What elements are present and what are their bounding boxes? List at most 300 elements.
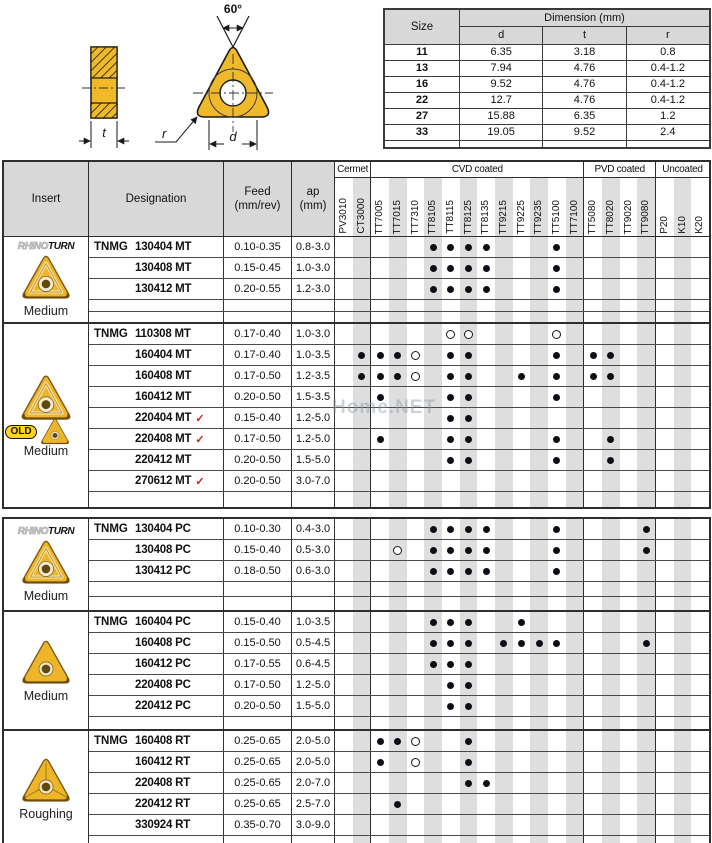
grade-group-cells xyxy=(584,752,656,772)
grade-dot-solid xyxy=(430,640,437,647)
grade-cell xyxy=(656,450,674,470)
grade-cell xyxy=(548,675,566,695)
grade-dot-solid xyxy=(465,547,472,554)
grade-group-cells xyxy=(656,815,709,835)
designation-cell xyxy=(89,429,224,449)
table-part-upper xyxy=(2,160,711,509)
grade-cell xyxy=(442,492,460,507)
grade-cell xyxy=(477,696,495,716)
grade-cell xyxy=(530,429,548,449)
feed-cell: 0.17-0.40 xyxy=(224,345,292,365)
grade-cell xyxy=(495,408,513,428)
grade-cell xyxy=(691,258,709,278)
designation-text: 160412 MT xyxy=(135,391,192,403)
grade-column-header xyxy=(407,178,425,236)
grade-cell xyxy=(620,237,638,257)
grade-dot-solid xyxy=(553,640,560,647)
grade-cell xyxy=(335,633,353,653)
grade-dot-hollow xyxy=(411,737,420,746)
grade-column-header xyxy=(584,178,602,236)
designation-text: 220408 MT xyxy=(135,433,192,445)
grade-cell xyxy=(691,345,709,365)
grade-cell xyxy=(691,237,709,257)
grade-cell xyxy=(637,345,655,365)
insert-cell xyxy=(4,324,89,507)
grade-cell xyxy=(656,633,674,653)
grade-dot-solid xyxy=(553,457,560,464)
grade-cell xyxy=(513,387,531,407)
dimension-cell: 0.4-1.2 xyxy=(650,94,685,106)
grade-name: CT3000 xyxy=(355,198,367,234)
grade-group-cells xyxy=(656,582,709,596)
grade-group-cells xyxy=(656,597,709,611)
grade-cell xyxy=(566,612,584,632)
grade-cell xyxy=(656,612,674,632)
grade-dot-solid xyxy=(483,547,490,554)
insert-photo-small xyxy=(39,418,71,446)
grade-dot-solid xyxy=(465,352,472,359)
designation-text: 130404 PC xyxy=(135,523,191,535)
grade-cell xyxy=(513,300,531,311)
designation-text: 160408 PC xyxy=(135,637,191,649)
feed-cell: 0.17-0.50 xyxy=(224,675,292,695)
grade-cell xyxy=(371,519,389,539)
grade-cell xyxy=(407,633,425,653)
designation-cell xyxy=(89,815,224,835)
grade-cell xyxy=(674,612,692,632)
grade-group-cells xyxy=(584,387,656,407)
grade-cell xyxy=(620,717,638,729)
grade-group-cells xyxy=(371,675,584,695)
grade-dot-solid xyxy=(483,568,490,575)
grade-dot-solid xyxy=(447,661,454,668)
grade-cell xyxy=(674,471,692,491)
grade-cell xyxy=(674,561,692,581)
grade-cell xyxy=(460,519,478,539)
ap-cell xyxy=(292,836,335,843)
grade-cell xyxy=(424,237,442,257)
grade-cell xyxy=(674,815,692,835)
grade-group-cells xyxy=(584,675,656,695)
grade-cell xyxy=(513,773,531,793)
grade-group-cells xyxy=(335,815,371,835)
grade-group-columns xyxy=(584,178,656,236)
grade-marks xyxy=(335,519,709,539)
grade-cell xyxy=(353,519,371,539)
grade-cell xyxy=(424,324,442,344)
grade-cell xyxy=(513,597,531,611)
grade-cell xyxy=(353,654,371,674)
designation-cell xyxy=(89,582,224,596)
grade-cell xyxy=(513,561,531,581)
grade-cell xyxy=(407,731,425,751)
grade-cell xyxy=(442,612,460,632)
grade-cell xyxy=(353,633,371,653)
grade-marks xyxy=(335,387,709,407)
grade-cell xyxy=(442,836,460,843)
grade-dot-solid xyxy=(518,619,525,626)
grade-cell xyxy=(335,324,353,344)
grade-cell xyxy=(353,696,371,716)
grade-marks xyxy=(335,582,709,596)
grade-cell xyxy=(407,612,425,632)
designation-text: 130408 PC xyxy=(135,544,191,556)
grade-cell xyxy=(424,794,442,814)
grade-cell xyxy=(335,597,353,611)
grade-dot-solid xyxy=(465,457,472,464)
ap-cell: 1.5-5.0 xyxy=(292,696,335,716)
grade-group-cells xyxy=(584,345,656,365)
t-dimension-label: t xyxy=(102,125,106,140)
grade-cell xyxy=(335,815,353,835)
grade-cell xyxy=(691,815,709,835)
grade-cell xyxy=(602,279,620,299)
grade-cell xyxy=(335,519,353,539)
grade-cell xyxy=(407,237,425,257)
grade-dot-solid xyxy=(430,526,437,533)
grade-cell xyxy=(389,279,407,299)
grade-dot-solid xyxy=(447,640,454,647)
grade-dot-solid xyxy=(518,373,525,380)
grade-cell xyxy=(407,345,425,365)
dimension-column-header: r xyxy=(665,29,670,41)
grade-cell xyxy=(407,492,425,507)
grade-column-header xyxy=(691,178,709,236)
designation-cell xyxy=(89,752,224,772)
grade-cell xyxy=(424,696,442,716)
insert-photo xyxy=(19,539,73,587)
matrix-header xyxy=(4,162,709,237)
ap-cell xyxy=(292,582,335,596)
grade-cell xyxy=(477,279,495,299)
grade-cell xyxy=(477,717,495,729)
grade-cell xyxy=(389,675,407,695)
insert-block xyxy=(4,610,709,729)
grade-dot-solid xyxy=(447,265,454,272)
grade-group-cells xyxy=(371,519,584,539)
catalog-row xyxy=(89,561,709,582)
grade-dot-solid xyxy=(430,619,437,626)
grade-cell xyxy=(442,345,460,365)
grade-cell xyxy=(691,492,709,507)
grade-cell xyxy=(548,696,566,716)
grade-cell xyxy=(513,258,531,278)
grade-cell xyxy=(620,471,638,491)
designation-text: 130412 PC xyxy=(135,565,191,577)
grade-dot-solid xyxy=(536,640,543,647)
grade-cell xyxy=(371,450,389,470)
block-rows xyxy=(89,237,709,322)
grade-cell xyxy=(620,324,638,344)
grade-name: TT7005 xyxy=(374,199,386,234)
grade-cell xyxy=(335,654,353,674)
grade-cell xyxy=(691,540,709,560)
grade-cell xyxy=(353,561,371,581)
grade-cell xyxy=(495,815,513,835)
grade-cell xyxy=(548,519,566,539)
grade-cell xyxy=(513,366,531,386)
grade-cell xyxy=(513,471,531,491)
size-cell: 22 xyxy=(385,93,460,108)
grade-cell xyxy=(424,654,442,674)
grade-dot-solid xyxy=(553,373,560,380)
grade-cell xyxy=(637,561,655,581)
grade-cell xyxy=(530,654,548,674)
grade-name: TT9215 xyxy=(497,199,509,234)
grade-group-cells xyxy=(335,633,371,653)
ap-cell xyxy=(292,312,335,323)
grade-cell xyxy=(389,237,407,257)
feed-cell: 0.20-0.50 xyxy=(224,471,292,491)
grade-cell xyxy=(513,675,531,695)
block-rows xyxy=(89,612,709,729)
grade-cell xyxy=(495,540,513,560)
size-cell: 33 xyxy=(385,125,460,140)
grade-cell xyxy=(566,408,584,428)
grade-cell xyxy=(389,794,407,814)
grade-cell xyxy=(335,387,353,407)
grade-group-cells xyxy=(371,324,584,344)
grade-cell xyxy=(513,279,531,299)
grade-marks xyxy=(335,675,709,695)
grade-cell xyxy=(602,836,620,843)
grade-cell xyxy=(424,675,442,695)
dimension-row-empty xyxy=(385,140,709,147)
grade-cell xyxy=(584,519,602,539)
grade-cell xyxy=(548,773,566,793)
grade-cell xyxy=(602,794,620,814)
grade-cell xyxy=(656,492,674,507)
catalog-row xyxy=(89,450,709,471)
grade-cell xyxy=(566,279,584,299)
grade-cell xyxy=(353,258,371,278)
grade-dot-solid xyxy=(607,373,614,380)
designation-text: 220412 RT xyxy=(135,798,191,810)
grade-cell xyxy=(566,258,584,278)
grade-cell xyxy=(335,561,353,581)
grade-cell xyxy=(637,387,655,407)
grade-cell xyxy=(566,582,584,596)
grade-cell xyxy=(371,471,389,491)
grade-cell xyxy=(335,450,353,470)
designation-cell xyxy=(89,492,224,507)
grade-cell xyxy=(389,612,407,632)
grade-cell xyxy=(620,366,638,386)
grade-cell xyxy=(424,633,442,653)
grade-cell xyxy=(353,387,371,407)
designation-prefix: TNMG xyxy=(94,523,128,535)
grade-cell xyxy=(407,675,425,695)
designation-prefix: TNMG xyxy=(94,328,128,340)
grade-cell xyxy=(602,366,620,386)
designation-text: 160404 MT xyxy=(135,349,192,361)
grade-cell xyxy=(620,429,638,449)
grade-cell xyxy=(460,633,478,653)
grade-cell xyxy=(566,597,584,611)
grade-cell xyxy=(513,345,531,365)
grade-cell xyxy=(424,752,442,772)
grade-cell xyxy=(460,408,478,428)
feed-cell: 0.17-0.50 xyxy=(224,429,292,449)
grade-cell xyxy=(513,696,531,716)
grade-name: PV3010 xyxy=(337,198,349,234)
grade-cell xyxy=(674,540,692,560)
catalog-row xyxy=(89,540,709,561)
grade-cell xyxy=(548,815,566,835)
catalog-row xyxy=(89,366,709,387)
grade-cell xyxy=(371,387,389,407)
grade-cell xyxy=(602,450,620,470)
grade-marks xyxy=(335,450,709,470)
grade-cell xyxy=(424,612,442,632)
rhinoturn-logo xyxy=(18,242,74,252)
designation-cell xyxy=(89,633,224,653)
grade-group-cells xyxy=(371,471,584,491)
grade-cell xyxy=(442,258,460,278)
grade-cell xyxy=(637,612,655,632)
grade-cell xyxy=(442,731,460,751)
grade-cell xyxy=(495,696,513,716)
grade-cell xyxy=(548,300,566,311)
grade-cell xyxy=(584,492,602,507)
grade-cell xyxy=(460,794,478,814)
grade-group-cells xyxy=(656,492,709,507)
grade-cell xyxy=(674,366,692,386)
catalog-row xyxy=(89,794,709,815)
grade-cell xyxy=(460,836,478,843)
grade-cell xyxy=(371,633,389,653)
grade-dot-solid xyxy=(643,526,650,533)
grade-group-cells xyxy=(335,717,371,729)
grade-dot-solid xyxy=(465,526,472,533)
grade-cell xyxy=(584,387,602,407)
grade-cell xyxy=(353,429,371,449)
grade-cell xyxy=(602,540,620,560)
grade-cell xyxy=(353,836,371,843)
feed-cell xyxy=(224,312,292,323)
grade-cell xyxy=(637,752,655,772)
grade-cell xyxy=(584,429,602,449)
grade-cell xyxy=(637,633,655,653)
grade-dot-solid xyxy=(465,436,472,443)
grade-cell xyxy=(674,324,692,344)
grade-cell xyxy=(602,752,620,772)
grade-cell xyxy=(495,597,513,611)
grade-cell xyxy=(548,836,566,843)
grade-cell xyxy=(495,675,513,695)
grade-cell xyxy=(460,258,478,278)
ap-cell xyxy=(292,597,335,611)
grade-cell xyxy=(691,654,709,674)
grade-cell xyxy=(566,717,584,729)
grade-cell xyxy=(548,258,566,278)
insert-cell xyxy=(4,731,89,843)
grade-marks xyxy=(335,654,709,674)
grade-group-cells xyxy=(584,836,656,843)
feed-cell: 0.20-0.50 xyxy=(224,450,292,470)
grade-cell xyxy=(335,312,353,323)
grade-group-cells xyxy=(656,258,709,278)
insert-block xyxy=(4,237,709,322)
grade-cell xyxy=(584,597,602,611)
grade-cell xyxy=(584,836,602,843)
grade-cell xyxy=(389,519,407,539)
grade-cell xyxy=(460,561,478,581)
grade-cell xyxy=(620,815,638,835)
grade-cell xyxy=(584,471,602,491)
grade-cell xyxy=(620,312,638,323)
grade-cell xyxy=(371,279,389,299)
grade-cell xyxy=(674,717,692,729)
grade-cell xyxy=(548,561,566,581)
grade-cell xyxy=(637,492,655,507)
grade-cell xyxy=(691,450,709,470)
grade-column-header xyxy=(424,178,442,236)
grade-cell xyxy=(656,237,674,257)
grade-cell xyxy=(335,717,353,729)
grade-column-header xyxy=(513,178,531,236)
designation-cell xyxy=(89,279,224,299)
grade-cell xyxy=(460,752,478,772)
grade-cell xyxy=(620,279,638,299)
grade-cell xyxy=(656,836,674,843)
grade-cell xyxy=(335,752,353,772)
grade-dot-hollow xyxy=(393,546,402,555)
insert-dimension-diagram xyxy=(0,0,380,158)
grade-cell xyxy=(548,312,566,323)
grade-dot-solid xyxy=(430,568,437,575)
grade-cell xyxy=(513,324,531,344)
grade-group-cells xyxy=(335,324,371,344)
grade-group-cells xyxy=(584,717,656,729)
grade-cell xyxy=(584,612,602,632)
grade-cell xyxy=(584,324,602,344)
grade-group-cells xyxy=(371,366,584,386)
grade-group-cells xyxy=(656,300,709,311)
grade-group-cells xyxy=(584,696,656,716)
ap-cell: 2.5-7.0 xyxy=(292,794,335,814)
grade-cell xyxy=(656,519,674,539)
grade-group-cells xyxy=(335,345,371,365)
grade-dot-solid xyxy=(377,738,384,745)
grade-group-cells xyxy=(584,279,656,299)
grade-cell xyxy=(637,324,655,344)
grade-cell xyxy=(389,717,407,729)
grade-dot-solid xyxy=(643,547,650,554)
grade-cell xyxy=(424,540,442,560)
grade-cell xyxy=(389,324,407,344)
grade-cell xyxy=(424,258,442,278)
grade-cell xyxy=(620,836,638,843)
grade-cell xyxy=(566,450,584,470)
grade-cell xyxy=(530,237,548,257)
grade-group-cells xyxy=(335,300,371,311)
grade-cell xyxy=(353,324,371,344)
grade-cell xyxy=(548,492,566,507)
grade-group-cells xyxy=(335,387,371,407)
grade-group-cells xyxy=(584,492,656,507)
grade-cell xyxy=(637,654,655,674)
grade-cell xyxy=(530,561,548,581)
grade-marks xyxy=(335,696,709,716)
grade-group-cells xyxy=(656,752,709,772)
grade-cell xyxy=(566,696,584,716)
grade-name: TT8125 xyxy=(462,199,474,234)
grade-cell xyxy=(495,366,513,386)
grade-cell xyxy=(407,324,425,344)
catalog-row xyxy=(89,654,709,675)
dimension-column-headers xyxy=(460,27,709,44)
